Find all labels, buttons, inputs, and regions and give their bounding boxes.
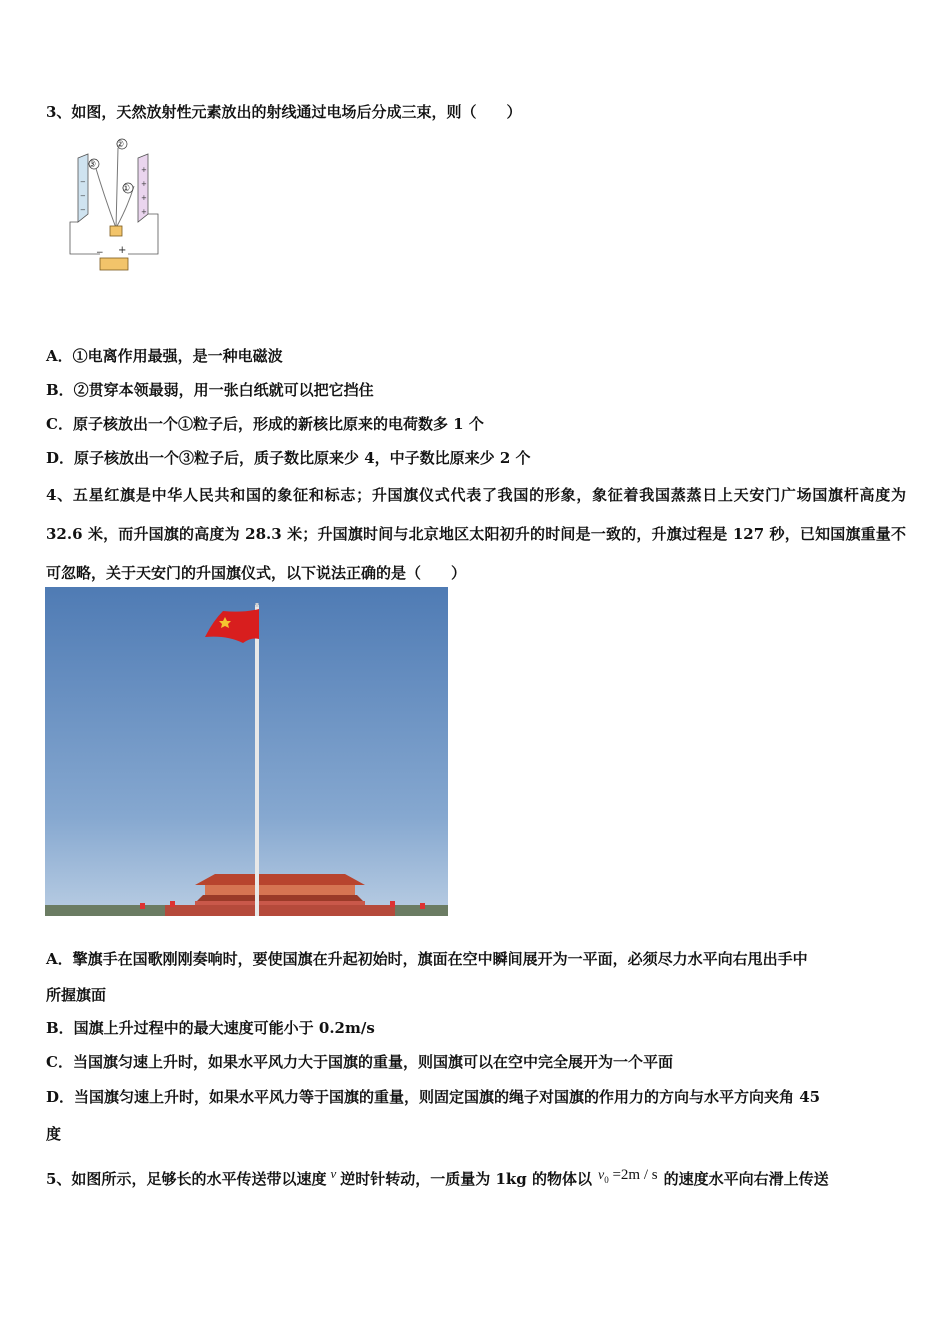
q4-stem: 4、五星红旗是中华人民共和国的象征和标志；升国旗仪式代表了我国的形象，象征着我国蒸蒸日上天安门广场国旗杆高度为 32.6 米，而升国旗的高度为 28.3 米；升国旗时间与北京地区太阳初升的时间是一致的，升旗过程是 127 秒，已知国旗重量不可忽略，关于天安门的升国旗仪式，以下说法正确的是（ ）: [46, 486, 906, 582]
q5-v0-value: =2m / s: [608, 1167, 658, 1183]
q4-option-c: C．当国旗匀速上升时，如果水平风力大于国旗的重量，则国旗可以在空中完全展开为一个平面: [46, 1053, 673, 1071]
source-box: [110, 226, 122, 236]
plate-minus-sign-2: −: [80, 192, 86, 200]
ray-3-path: [94, 162, 116, 228]
q4-option-b: B．国旗上升过程中的最大速度可能小于 0.2m/s: [46, 1019, 375, 1037]
plate-plus-sign-4: +: [141, 208, 147, 216]
q5-part1: 5、如图所示，足够长的水平传送带以速度: [46, 1170, 327, 1188]
ray-2-path: [116, 148, 118, 228]
q3-option-d: D．原子核放出一个③粒子后，质子数比原来少 4，中子数比原来少 2 个: [46, 449, 531, 467]
battery-plus: +: [118, 245, 127, 256]
circuit-wire-right: [128, 214, 158, 254]
q5-v0-symbol: v: [598, 1168, 605, 1183]
q4-option-a-line1: A．擎旗手在国歌刚刚奏响时，要使国旗在升起初始时，旗面在空中瞬间展开为一平面，必须尽力水平向右甩出手中: [46, 950, 808, 968]
q3-option-b: B．②贯穿本领最弱，用一张白纸就可以把它挡住: [46, 381, 374, 399]
q5-v-symbol: v: [330, 1166, 337, 1181]
battery: [100, 258, 128, 270]
q4-option-d-line1: D．当国旗匀速上升时，如果水平风力等于国旗的重量，则固定国旗的绳子对国旗的作用力的方向与水平方向夹角 45: [46, 1088, 821, 1106]
plate-minus-sign-1: −: [80, 178, 86, 186]
plate-plus-sign-2: +: [141, 180, 147, 188]
ray-label-2: ②: [116, 140, 125, 150]
flagpole: [255, 605, 259, 916]
battery-minus: −: [96, 248, 104, 258]
q5-part3: 的速度水平向右滑上传送: [663, 1170, 829, 1188]
ray-label-1: ①: [122, 184, 131, 194]
q4-option-a-line2: 所握旗面: [46, 986, 107, 1004]
q5-v0-subscript: 0: [604, 1175, 609, 1185]
plate-plus-sign-3: +: [141, 194, 147, 202]
q3-radiation-figure: [66, 136, 166, 276]
q5-part2: 逆时针转动，一质量为 1kg 的物体以: [340, 1170, 592, 1188]
q4-option-d-line2: 度: [46, 1125, 62, 1143]
small-flag-4: [420, 903, 425, 909]
small-flag-2: [170, 901, 175, 907]
q3-option-a: A．①电离作用最强，是一种电磁波: [46, 347, 283, 365]
plate-minus-sign-3: −: [80, 206, 86, 214]
small-flag-1: [140, 903, 145, 909]
q5-v0-formula: [598, 1167, 658, 1183]
plate-plus-sign-1: +: [141, 166, 147, 174]
q3-stem: 3、如图，天然放射性元素放出的射线通过电场后分成三束，则（ ）: [46, 103, 522, 121]
ray-label-3: ③: [88, 160, 97, 170]
flag-photo: [45, 587, 448, 916]
small-flag-3: [390, 901, 395, 907]
q3-option-c: C．原子核放出一个①粒子后，形成的新核比原来的电荷数多 1 个: [46, 415, 484, 433]
q5-stem: [46, 1166, 829, 1195]
